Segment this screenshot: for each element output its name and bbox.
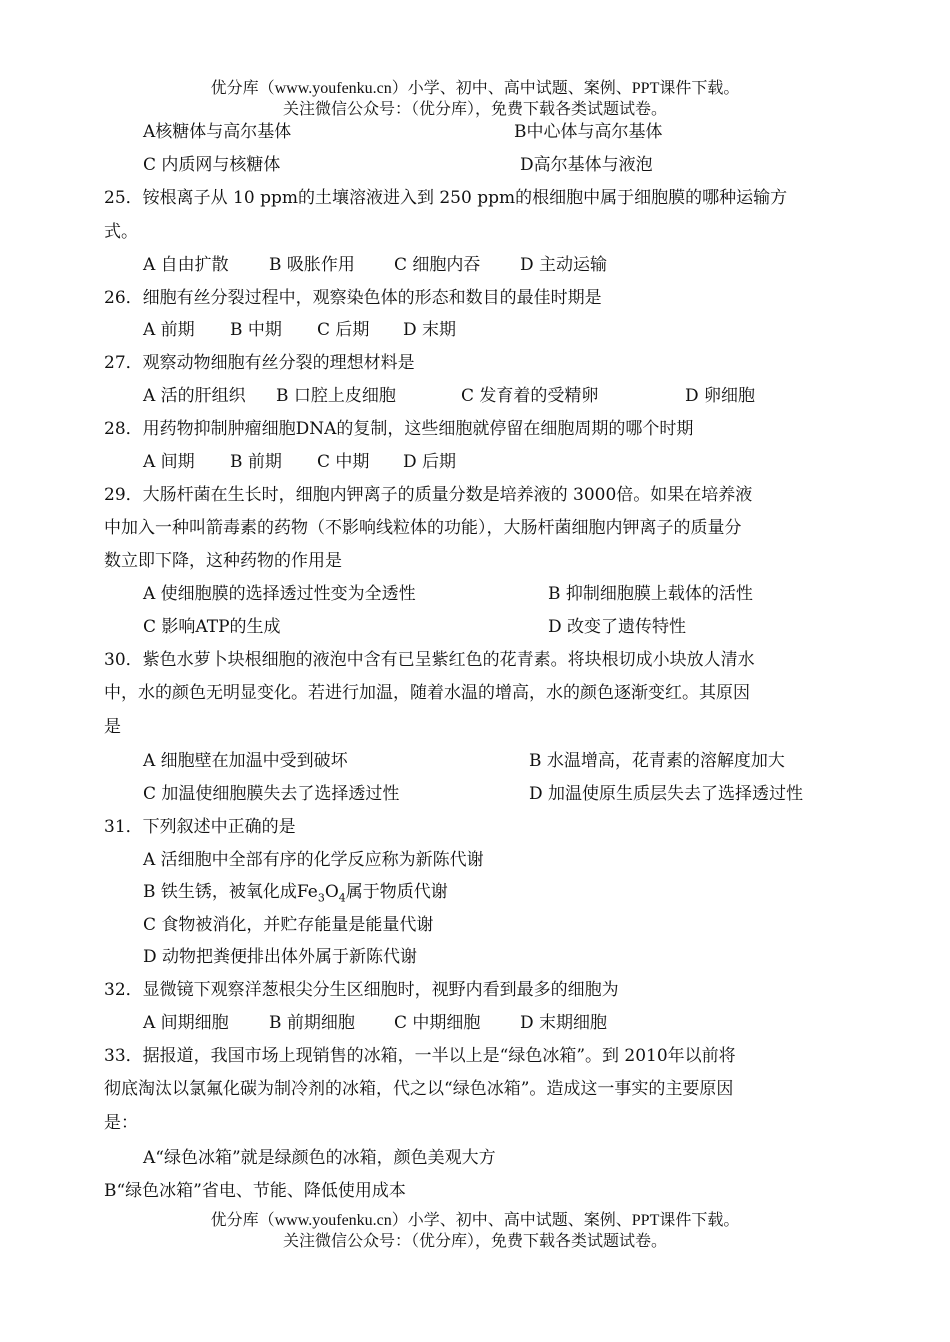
q31-option-a: A 活细胞中全部有序的化学反应称为新陈代谢 <box>143 850 484 870</box>
q31-option-b-pre: B 铁生锈，被氧化成Fe <box>143 882 318 902</box>
q29-stem-line-2: 中加入一种叫箭毒素的药物（不影响线粒体的功能），大肠杆菌细胞内钾离子的质量分 <box>104 518 742 538</box>
q26-option-a: A 前期 <box>143 320 195 340</box>
q29-option-a: A 使细胞膜的选择透过性变为全透性 <box>143 584 416 604</box>
q26-option-d: D 末期 <box>403 320 457 340</box>
q28-stem: 28．用药物抑制肿瘤细胞DNA的复制，这些细胞就停留在细胞周期的哪个时期 <box>104 419 694 439</box>
q31-option-b-post: 属于物质代谢 <box>345 882 448 902</box>
q32-option-c: C 中期细胞 <box>394 1013 481 1033</box>
q31-option-c: C 食物被消化，并贮存能量是能量代谢 <box>143 915 434 935</box>
q25-option-c: C 细胞内吞 <box>394 255 481 275</box>
q27-option-d: D 卵细胞 <box>685 386 756 406</box>
footer-line-1: 优分库（www.youfenku.cn）小学、初中、高中试题、案例、PPT课件下载。 <box>210 1212 740 1229</box>
q31-option-d: D 动物把粪便排出体外属于新陈代谢 <box>143 947 418 967</box>
q27-option-a: A 活的肝组织 <box>143 386 246 406</box>
q25-stem-line-2: 式。 <box>104 222 138 242</box>
q31-stem: 31．下列叙述中正确的是 <box>104 817 296 837</box>
q27-option-c: C 发育着的受精卵 <box>461 386 599 406</box>
q24-option-b: B中心体与高尔基体 <box>514 122 663 142</box>
q31-option-b-mid: O <box>324 882 339 902</box>
q25-stem-line-1: 25．铵根离子从 10 ppm的土壤溶液进入到 250 ppm的根细胞中属于细胞膜的哪种运输方 <box>104 188 788 208</box>
q33-option-b: B“绿色冰箱”省电、节能、降低使用成本 <box>104 1181 406 1201</box>
q30-option-d: D 加温使原生质层失去了选择透过性 <box>529 784 804 804</box>
header-line-2: 关注微信公众号：（优分库），免费下载各类试题试卷。 <box>282 101 667 118</box>
q28-option-b: B 前期 <box>230 452 282 472</box>
q24-option-d: D高尔基体与液泡 <box>520 155 653 175</box>
q26-option-c: C 后期 <box>317 320 370 340</box>
q29-option-b: B 抑制细胞膜上载体的活性 <box>548 584 753 604</box>
q30-stem-line-3: 是 <box>104 717 121 737</box>
q32-option-b: B 前期细胞 <box>269 1013 355 1033</box>
q25-option-d: D 主动运输 <box>520 255 608 275</box>
q28-option-c: C 中期 <box>317 452 370 472</box>
q28-option-a: A 间期 <box>143 452 195 472</box>
q28-option-d: D 后期 <box>403 452 457 472</box>
q27-option-b: B 口腔上皮细胞 <box>276 386 396 406</box>
q29-option-d: D 改变了遗传特性 <box>548 617 687 637</box>
q27-stem: 27．观察动物细胞有丝分裂的理想材料是 <box>104 353 415 373</box>
q30-stem-line-2: 中，水的颜色无明显变化。若进行加温，随着水温的增高，水的颜色逐渐变红。其原因 <box>104 683 750 703</box>
q30-option-b: B 水温增高，花青素的溶解度加大 <box>529 751 785 771</box>
q29-option-c: C 影响ATP的生成 <box>143 617 281 637</box>
q33-option-a: A“绿色冰箱”就是绿颜色的冰箱，颜色美观大方 <box>143 1148 496 1168</box>
q30-option-c: C 加温使细胞膜失去了选择透过性 <box>143 784 400 804</box>
q30-stem-line-1: 30．紫色水萝卜块根细胞的液泡中含有已呈紫红色的花青素。将块根切成小块放人清水 <box>104 650 755 670</box>
q29-stem-line-3: 数立即下降，这种药物的作用是 <box>104 551 342 571</box>
q25-option-b: B 吸胀作用 <box>269 255 355 275</box>
q33-stem-line-3: 是： <box>104 1113 138 1133</box>
q26-stem: 26．细胞有丝分裂过程中，观察染色体的形态和数目的最佳时期是 <box>104 288 602 308</box>
q33-stem-line-1: 33．据报道，我国市场上现销售的冰箱，一半以上是“绿色冰箱”。到 2010年以前将 <box>104 1046 736 1066</box>
q29-stem-line-1: 29．大肠杆菌在生长时，细胞内钾离子的质量分数是培养液的 3000倍。如果在培养液 <box>104 485 753 505</box>
q32-option-a: A 间期细胞 <box>143 1013 229 1033</box>
q26-option-b: B 中期 <box>230 320 282 340</box>
q25-option-a: A 自由扩散 <box>143 255 229 275</box>
header-line-1: 优分库（www.youfenku.cn）小学、初中、高中试题、案例、PPT课件下载。 <box>210 80 740 97</box>
footer-line-2: 关注微信公众号：（优分库），免费下载各类试题试卷。 <box>282 1233 667 1250</box>
q31-option-b-sub-1: 3 <box>317 891 325 905</box>
q31-option-b <box>143 880 448 910</box>
q24-option-c: C 内质网与核糖体 <box>143 155 281 175</box>
q30-option-a: A 细胞壁在加温中受到破坏 <box>143 751 348 771</box>
q24-option-a: A核糖体与高尔基体 <box>143 122 292 142</box>
q32-stem: 32．显微镜下观察洋葱根尖分生区细胞时，视野内看到最多的细胞为 <box>104 980 619 1000</box>
q33-stem-line-2: 彻底淘汰以氯氟化碳为制冷剂的冰箱，代之以“绿色冰箱”。造成这一事实的主要原因 <box>104 1079 734 1099</box>
q32-option-d: D 末期细胞 <box>520 1013 608 1033</box>
q31-option-b-sub-2: 4 <box>338 891 346 905</box>
